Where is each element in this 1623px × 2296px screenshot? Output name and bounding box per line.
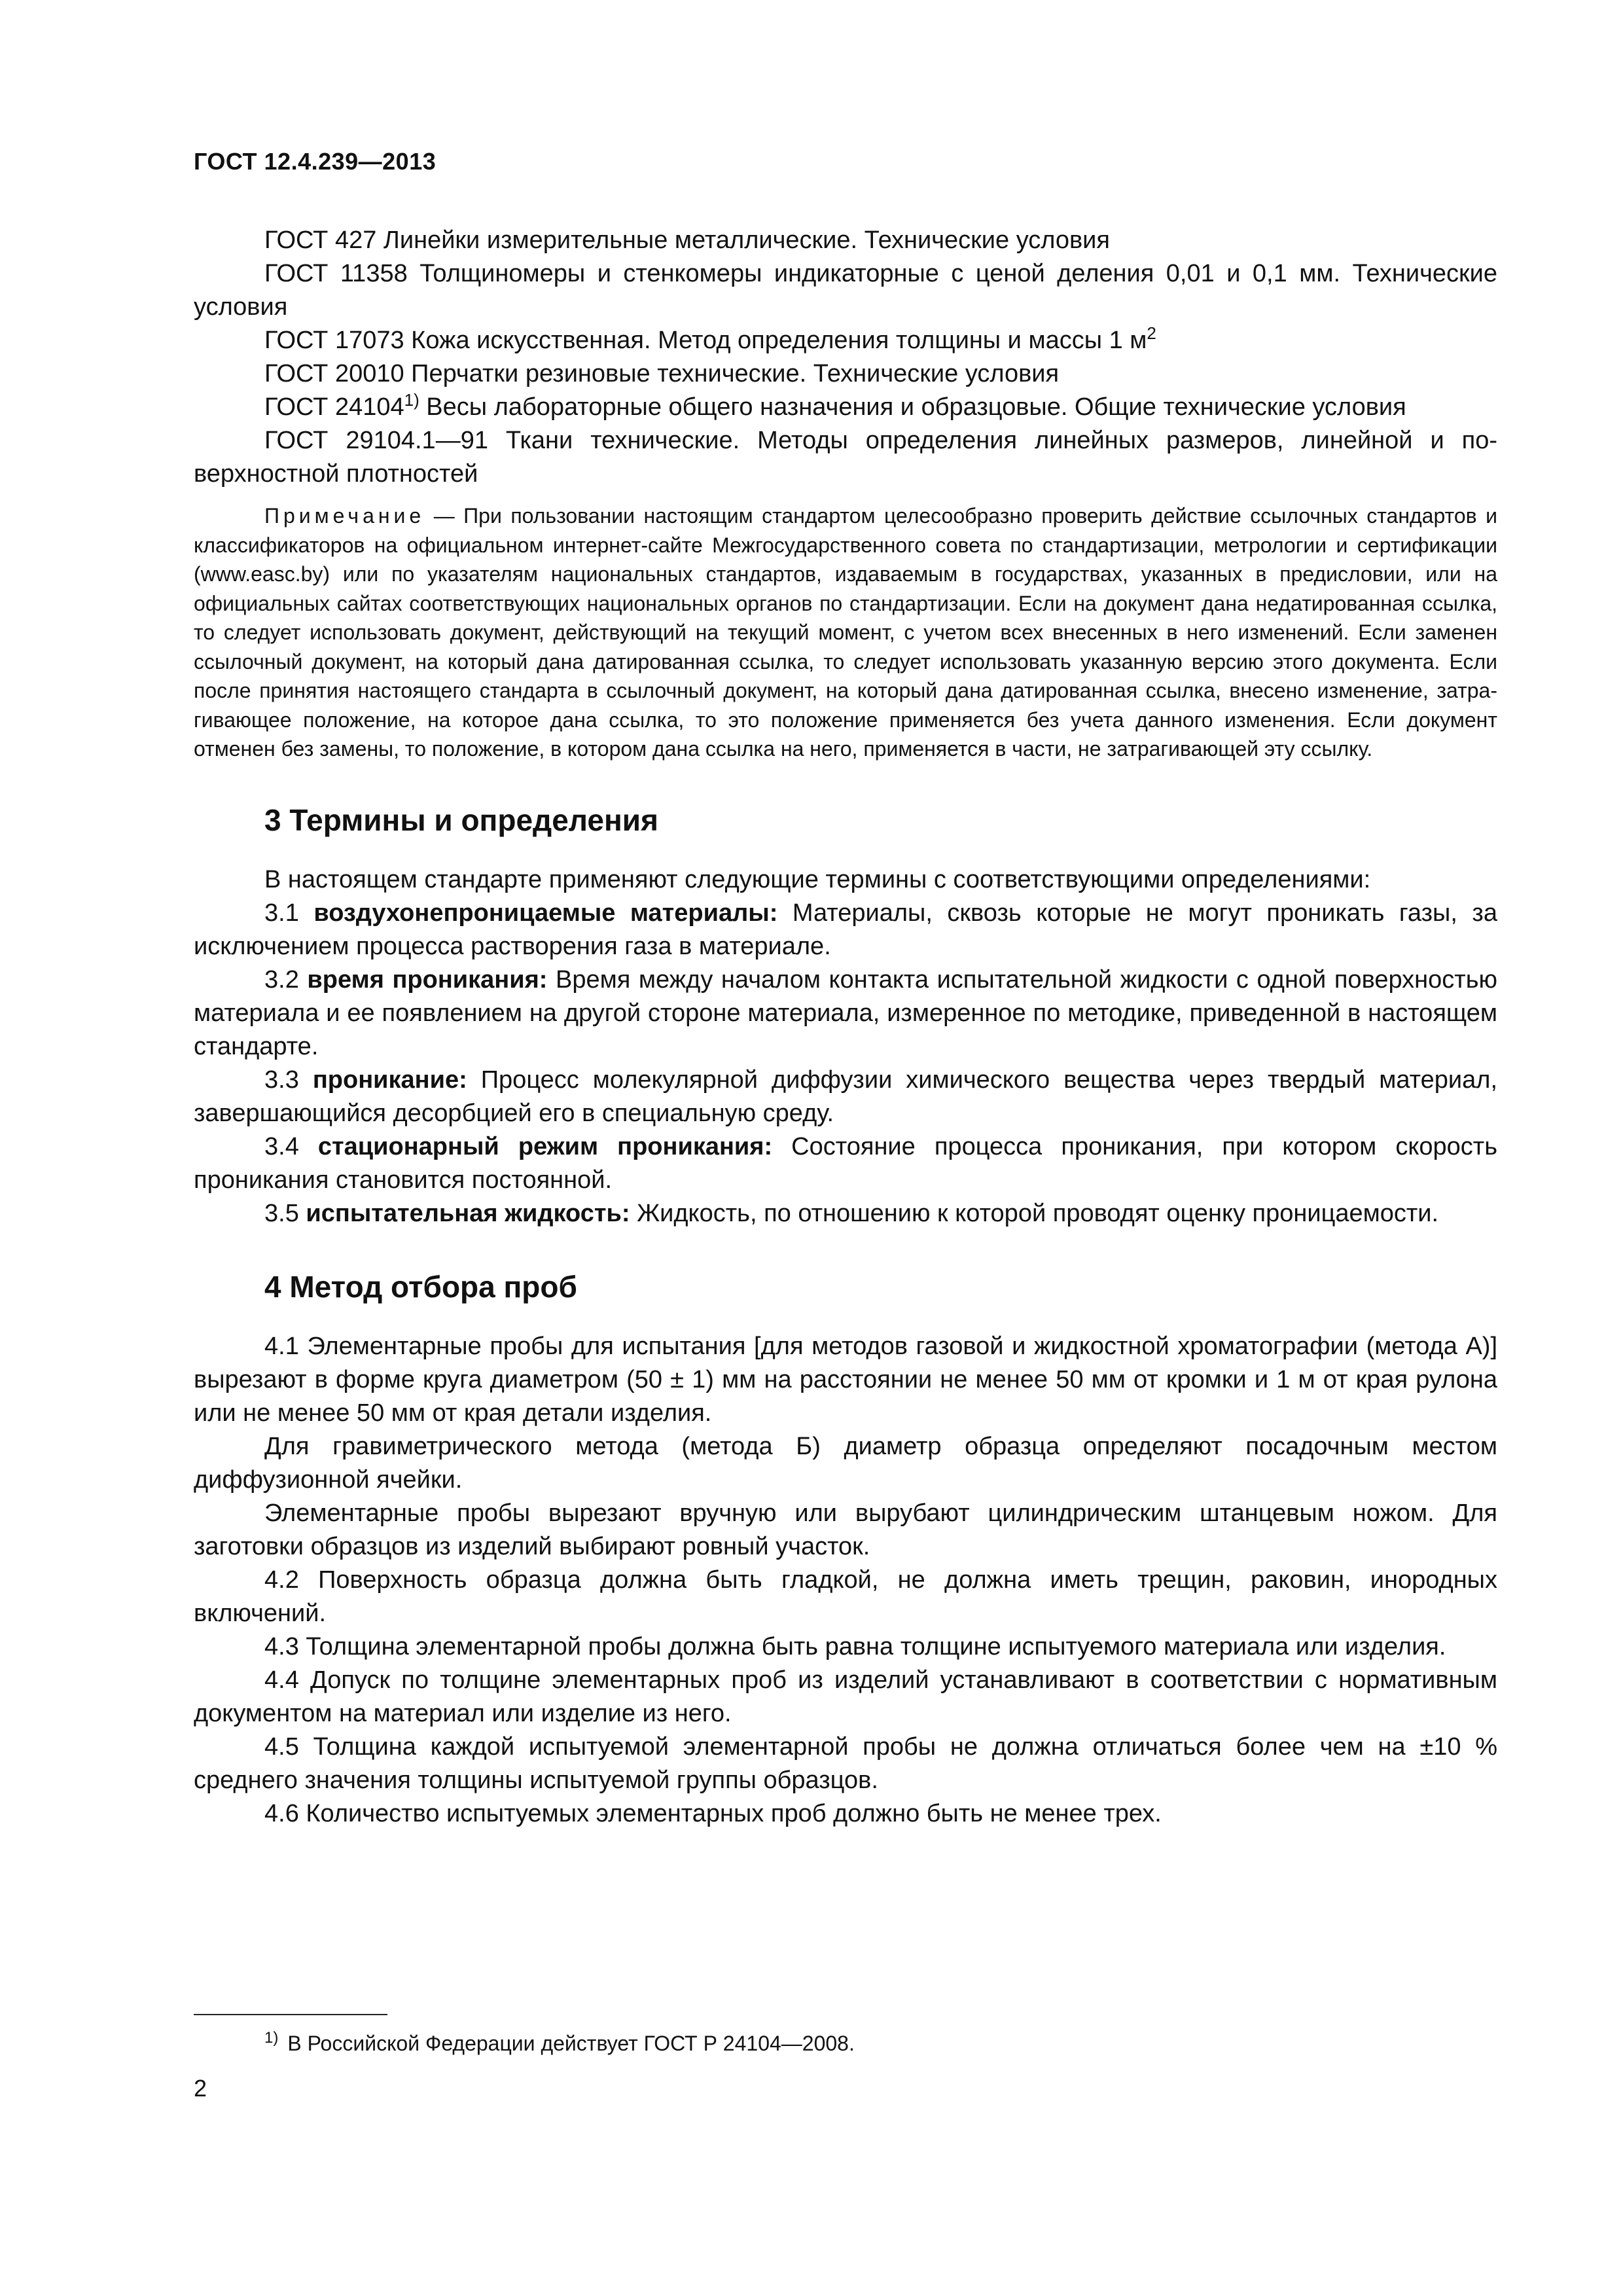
reference-item [194,391,1497,424]
footnote-marker: 1) [404,390,419,410]
reference-text: Весы лабораторные общего назначения и образцовые. Общие технические условия [419,393,1406,421]
term-definition [194,1064,1497,1130]
term-def: Материалы, сквозь которые не могут проникать газы, за исключением процесса растворения газа в материале. [194,899,1497,960]
footnote-text: В Российской Федерации действует ГОСТ Р 24104—2008. [287,2032,855,2055]
note-paragraph [194,501,1497,764]
running-header: ГОСТ 12.4.239—2013 [194,148,437,175]
reference-item [194,224,1497,257]
reference-item [194,257,1497,324]
term-name: испытательная жидкость: [306,1199,630,1227]
term-def: Время между началом контакта испытательной жидкости с одной поверхностью материала и ее появлением на другой стороне материала, измеренное по методике, приведенной в настоящем стандарте. [194,965,1497,1060]
term-name: проникание: [312,1066,467,1094]
reference-code: ГОСТ 29104.1—91 [264,427,488,454]
reference-code: ГОСТ 427 [264,226,377,254]
reference-code: ГОСТ 11358 [264,260,408,287]
reference-text: Толщиномеры и стенкомеры индикаторные с ценой деления 0,01 и 0,1 мм. Технические условия [194,260,1497,321]
reference-code: ГОСТ 20010 [264,360,404,387]
page-number: 2 [194,2075,207,2102]
reference-item [194,357,1497,391]
footnote-mark: 1) [264,2029,279,2047]
body-paragraph: 4.5 Толщина каждой испытуемой элементарной пробы не должна отличаться более чем на ±10 % среднего значения толщины испытуемой группы образцов. [194,1732,1497,1794]
body-paragraph: 4.1 Элементарные пробы для испытания [для методов газовой и жидкостной хроматографии (метода А)] вырезают в форме круга диаметром (50 ± 1) мм на расстоянии не менее 50 мм от кромки и 1 м от края рулона или не менее 50 мм от края детали изделия. [194,1332,1497,1427]
reference-item [194,324,1497,357]
term-name: время проникания: [307,965,548,994]
term-number: 3.4 [264,1132,318,1160]
section-heading-4: 4 Метод отбора проб [264,1269,577,1304]
note-text: — При пользовании настоящим стандартом целесообразно проверить действие ссылочных стандартов и классификаторов на официальном интернет-сайте Межгосударственного совета по стандартизации, метрологии и сертификации (www.easc.by) или по указателям национальных стандартов, издаваемым в государствах, указанных в предисловии, или на официальных сайтах соответствующих национальных органов по стандартизации. Если на документ дана недатированная ссылка, то следует использовать документ, действующий на текущий момент, с учетом всех внесенных в него изменений. Если заменен ссылочный документ, на который дана датированная ссылка, то следует использовать указанную версию этого документа. Если после принятия настоящего стандарта в ссылочный документ, на который дана датированная ссылка, внесено изменение, затрагивающее положение, на которое дана ссылка, то это положение применяется без учета данного изменения. Если документ отменен без замены, то положение, в котором дана ссылка на него, применяется в части, не затрагивающей эту ссылку. [194,504,1497,761]
term-definition [194,1197,1497,1230]
term-definition [194,897,1497,963]
footnote [264,2029,855,2058]
body-paragraph: 4.6 Количество испытуемых элементарных проб должно быть не менее трех. [264,1799,1162,1827]
document-body [194,224,1497,1831]
term-number: 3.2 [264,965,308,994]
reference-text: Ткани технические. Методы определения линейных размеров, линейной и поверхностной плотностей [194,427,1497,488]
term-number: 3.5 [264,1199,306,1227]
term-def: Процесс молекулярной диффузии химического вещества через твердый материал, завершающийся десорбцией его в специальную среду. [194,1066,1498,1127]
reference-code: ГОСТ 24104 [264,393,404,421]
body-paragraph: 4.4 Допуск по толщине элементарных проб из изделий устанавливают в соответствии с нормативным документом на материал или изделие из него. [194,1666,1497,1727]
footnote-separator [194,2014,387,2015]
body-paragraph: Элементарные пробы вырезают вручную или вырубают цилиндрическим штанцевым ножом. Для заготовки образцов из изделий выбирают ровный участок. [194,1499,1497,1560]
reference-text: Перчатки резиновые технические. Технические условия [404,360,1060,387]
term-number: 3.1 [264,899,314,927]
reference-text: Кожа искусственная. Метод определения толщины и массы 1 м [404,327,1147,354]
body-paragraph: 4.2 Поверхность образца должна быть гладкой, не должна иметь трещин, раковин, инородных включений. [194,1566,1497,1627]
term-number: 3.3 [264,1066,313,1094]
superscript: 2 [1147,323,1156,343]
reference-item [194,424,1497,491]
term-def: Жидкость, по отношению к которой проводят оценку проницаемости. [630,1199,1439,1227]
section-intro: В настоящем стандарте применяют следующие термины с соответствующими определениями: [264,865,1371,893]
reference-text: Линейки измерительные металлические. Технические условия [376,226,1110,254]
body-paragraph: 4.3 Толщина элементарной пробы должна быть равна толщине испытуемого материала или изделия. [264,1632,1446,1660]
reference-code: ГОСТ 17073 [264,327,404,354]
term-name: стационарный режим проникания: [317,1132,773,1160]
section-heading-3: 3 Термины и определения [264,802,658,837]
term-name: воздухонепроницаемые материалы: [313,899,778,927]
term-def: Состояние процесса проникания, при котором скорость проникания становится постоянной. [194,1132,1497,1194]
note-label: Примечание [264,504,425,528]
term-definition [194,1130,1497,1197]
term-definition [194,963,1497,1064]
body-paragraph: Для гравиметрического метода (метода Б) диаметр образца определяют посадочным местом диффузионной ячейки. [194,1432,1497,1494]
